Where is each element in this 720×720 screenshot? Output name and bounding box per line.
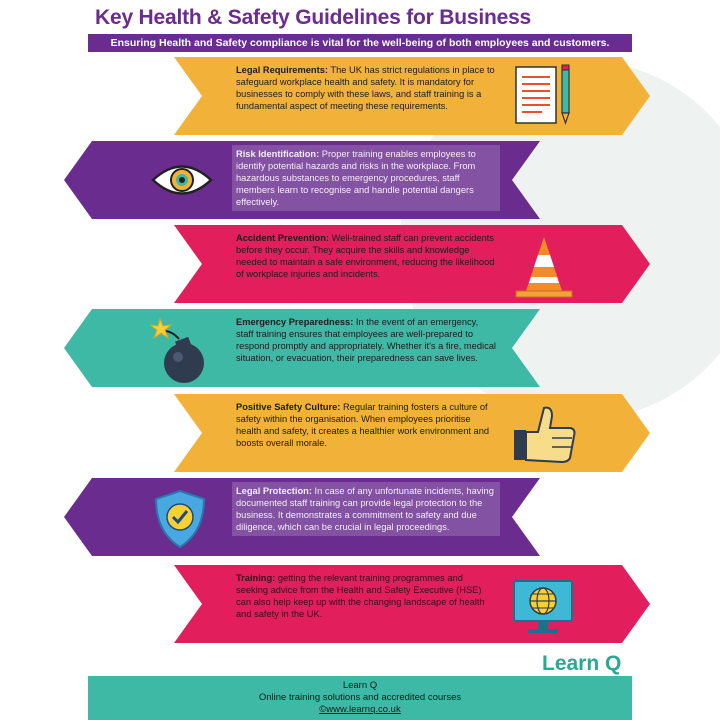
guideline-training	[0, 563, 720, 645]
computer-globe-icon	[510, 577, 576, 637]
guideline-text	[232, 569, 500, 623]
guideline-legal-requirements	[0, 55, 720, 137]
guideline-heading: Accident Prevention:	[236, 233, 329, 243]
guideline-risk-identification	[0, 139, 720, 221]
shield-check-icon	[152, 488, 208, 550]
footer	[88, 676, 632, 720]
footer-tagline: Online training solutions and accredited courses	[258, 692, 462, 703]
guideline-accident-prevention	[0, 223, 720, 305]
guideline-heading: Legal Protection:	[236, 486, 312, 496]
guideline-body: Regular training fosters a culture of safety within the organisation. When employees prioritise health and safety, it creates a healthier work environment and boosts overall morale.	[236, 402, 490, 448]
brand-logo	[542, 652, 621, 676]
page-subtitle: Ensuring Health and Safety compliance is vital for the well-being of both employees and customers.	[88, 34, 632, 52]
guideline-text	[232, 398, 500, 452]
guideline-body: The UK has strict regulations in place to safeguard workplace health and safety. It is mandatory for businesses to comply with these laws, and staff training is a fundamental aspect of meeting these requirements.	[236, 65, 495, 111]
guideline-body: Proper training enables employees to identify potential hazards and risks in the workplace. From hazardous substances to emergency procedures, staff members learn to recognise and handle potential dangers effectively.	[236, 149, 476, 207]
guideline-emergency-preparedness	[0, 307, 720, 389]
guideline-heading: Risk Identification:	[236, 149, 320, 159]
eye-icon	[150, 159, 214, 201]
guideline-body: Well-trained staff can prevent accidents before they occur. They acquire the skills and knowledge needed to maintain a safe environment, reducing the likelihood of workplace injuries and incidents.	[236, 233, 495, 279]
guideline-heading: Positive Safety Culture:	[236, 402, 341, 412]
guideline-heading: Legal Requirements:	[236, 65, 328, 75]
footer-company: Learn Q	[342, 680, 378, 691]
thumbs-up-icon	[512, 402, 578, 466]
bomb-icon	[146, 317, 212, 387]
guideline-body: In the event of an emergency, staff training ensures that employees are well-prepared to respond promptly and appropriately. Whether it's a fire, medical situation, or evacuation, their preparedness can save lives.	[236, 317, 496, 363]
footer-url-link[interactable]: ©www.learnq.co.uk	[319, 704, 401, 715]
guideline-text	[232, 61, 500, 115]
guideline-body: In case of any unfortunate incidents, having documented staff training can provide legal protection to the business. It demonstrates a commitment to safety and due diligence, which can be crucial in legal proceedings.	[236, 486, 494, 532]
guideline-heading: Emergency Preparedness:	[236, 317, 354, 327]
traffic-cone-icon	[512, 233, 576, 299]
guideline-legal-protection	[0, 476, 720, 558]
guideline-text	[232, 482, 500, 536]
brand-name-prefix: Learn	[542, 652, 600, 675]
brand-name-suffix: Q	[605, 652, 622, 675]
page-title: Key Health & Safety Guidelines for Business	[95, 6, 532, 29]
guideline-text	[232, 145, 500, 211]
guideline-heading: Training:	[236, 573, 276, 583]
guideline-text	[232, 229, 500, 283]
guideline-positive-safety-culture	[0, 392, 720, 474]
guideline-body: getting the relevant training programmes and seeking advice from the Health and Safety Executive (HSE) can also help keep up with the changing landscape of health and safety in the UK.	[236, 573, 485, 619]
guideline-text	[232, 313, 500, 367]
document-pen-icon	[512, 63, 578, 129]
